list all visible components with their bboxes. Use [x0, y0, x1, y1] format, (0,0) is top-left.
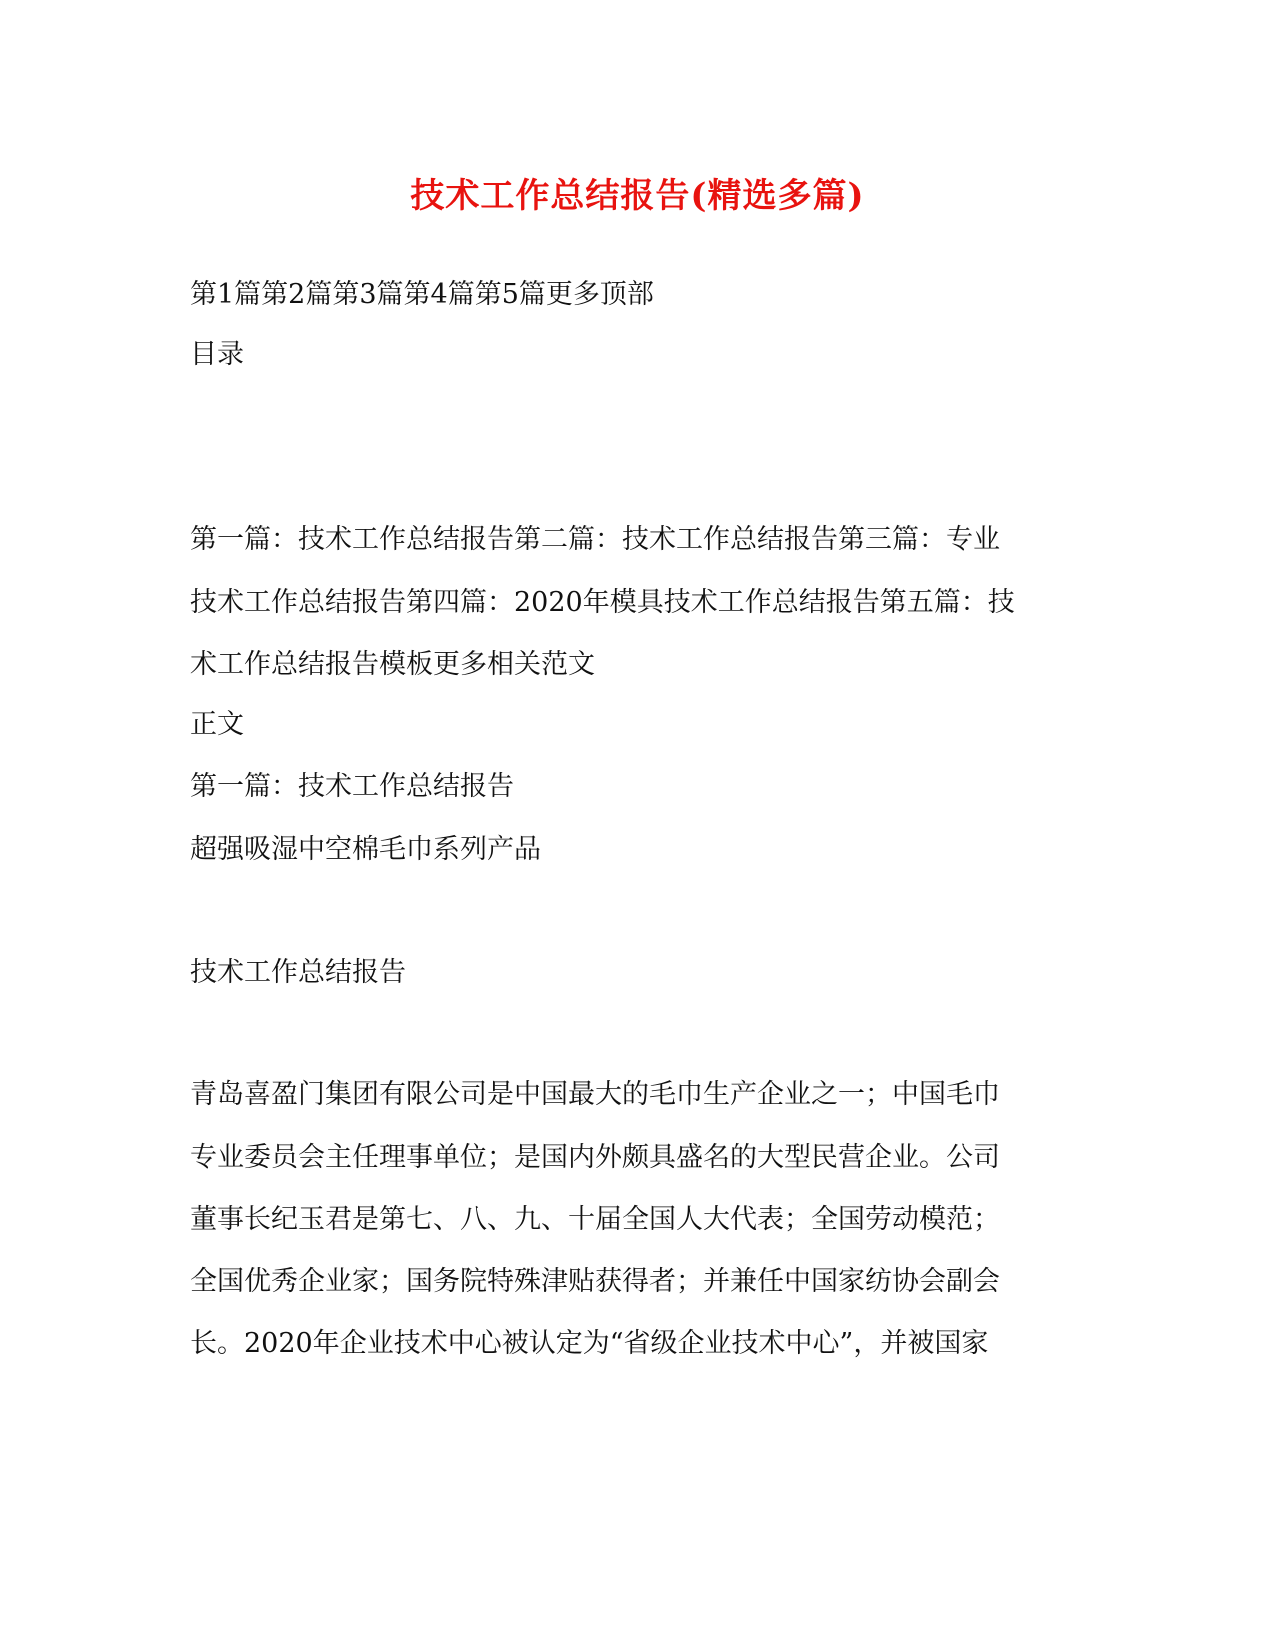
paragraph-line: 专业委员会主任理事单位；是国内外颇具盛名的大型民营企业。公司	[190, 1142, 1000, 1173]
body-heading: 正文	[190, 709, 244, 740]
toc-heading: 目录	[190, 339, 244, 370]
toc-line[interactable]: 术工作总结报告模板更多相关范文	[190, 649, 595, 680]
part1-title: 第一篇：技术工作总结报告	[190, 771, 514, 802]
product-line: 超强吸湿中空棉毛巾系列产品	[190, 834, 541, 865]
toc-line[interactable]: 技术工作总结报告第四篇：2020年模具技术工作总结报告第五篇：技	[190, 587, 1015, 618]
section-nav-links[interactable]: 第1篇第2篇第3篇第4篇第5篇更多顶部	[190, 279, 654, 310]
paragraph-line: 青岛喜盈门集团有限公司是中国最大的毛巾生产企业之一；中国毛巾	[190, 1079, 1000, 1110]
toc-line[interactable]: 第一篇：技术工作总结报告第二篇：技术工作总结报告第三篇：专业	[190, 524, 1000, 555]
paragraph-line: 长。2020年企业技术中心被认定为“省级企业技术中心”，并被国家	[190, 1328, 989, 1359]
paragraph-line: 全国优秀企业家；国务院特殊津贴获得者；并兼任中国家纺协会副会	[190, 1266, 1000, 1297]
paragraph-line: 董事长纪玉君是第七、八、九、十届全国人大代表；全国劳动模范；	[190, 1204, 1000, 1235]
document-title: 技术工作总结报告(精选多篇)	[410, 176, 865, 216]
report-title: 技术工作总结报告	[190, 957, 406, 988]
